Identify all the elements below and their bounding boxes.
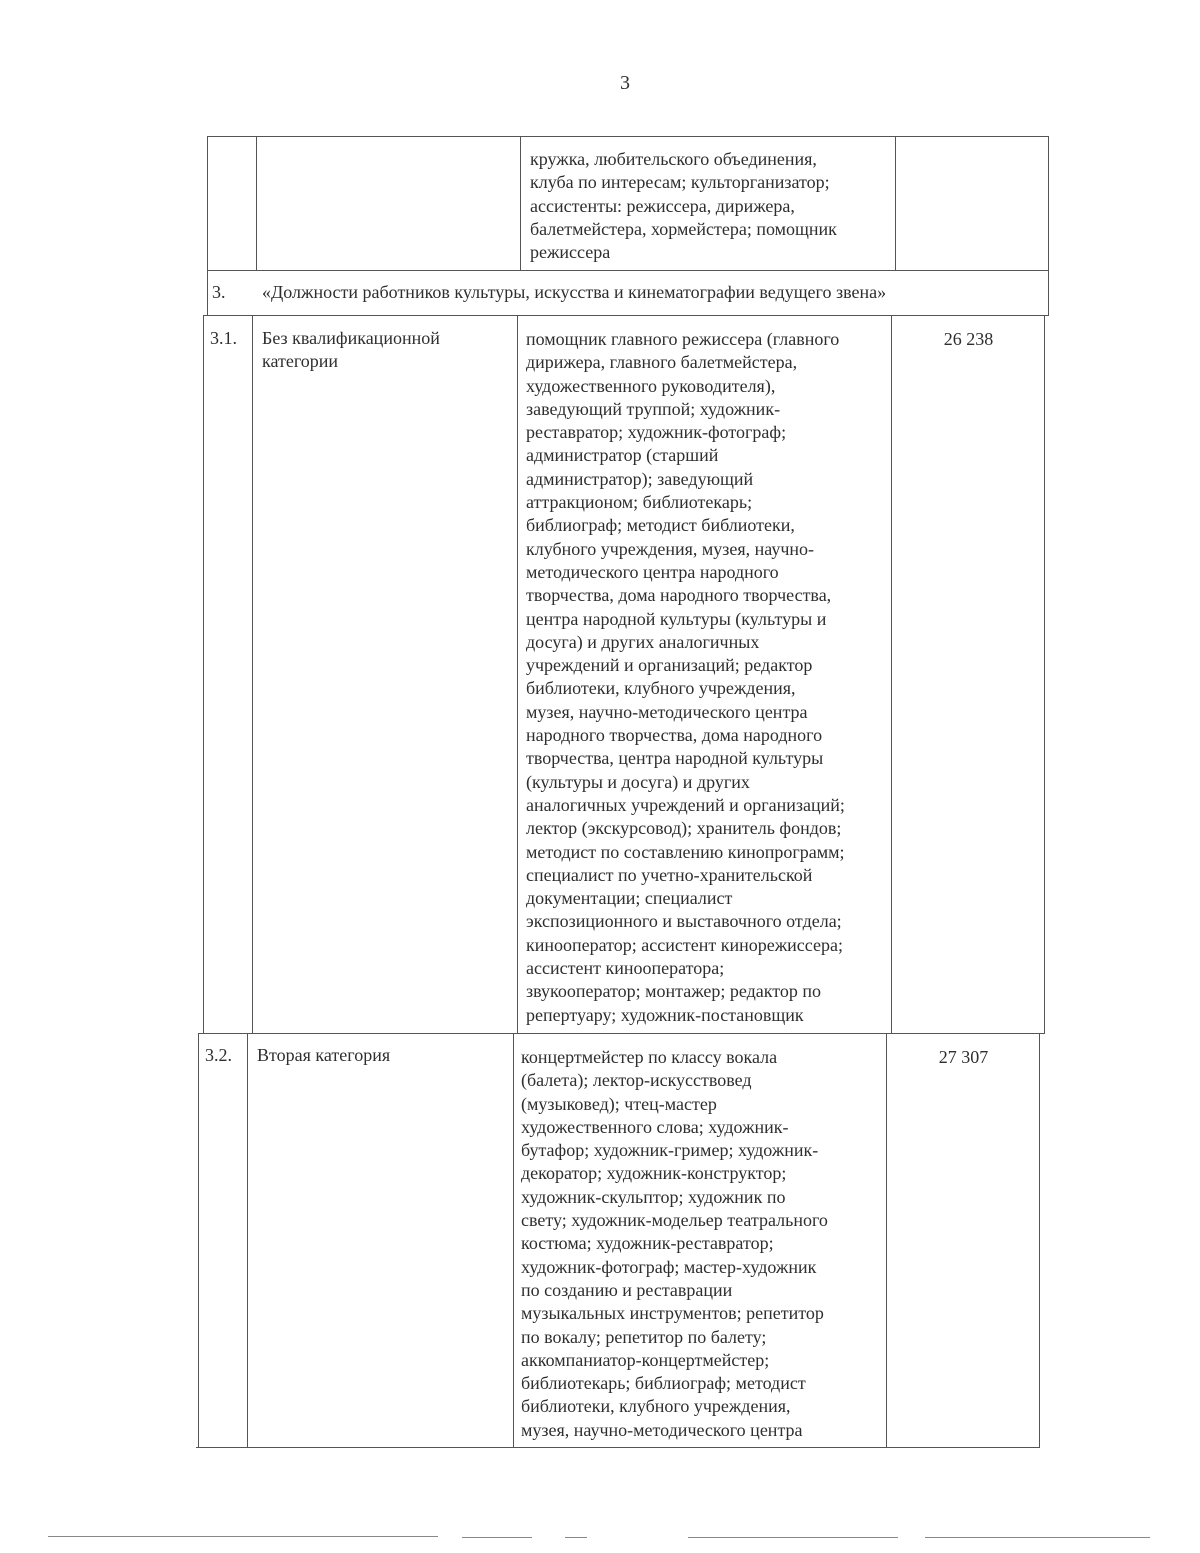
salary-amount: 26 238 [943, 329, 994, 349]
column-divider [886, 1033, 887, 1447]
column-divider [252, 315, 253, 1033]
table-border-right [1048, 136, 1049, 316]
row-divider [207, 270, 1049, 271]
row-divider [199, 1033, 1045, 1034]
section-title: «Должности работников культуры, искусства и кинематографии ведущего звена» [262, 282, 887, 302]
column-divider [247, 1033, 248, 1447]
positions-cell: помощник главного режиссера (главного дирижера, главного балетмейстера, художественного руководителя), заведующий труппой; художник- реставратор; художник-фотограф; администратор (старший администратор); заведующий аттракционом; библиотекарь; библиограф; методист библиотеки, клубного учреждения, музея, научно- методического центра народного творчества, дома народного творчества, центра народной культуры (культуры и досуга) и других аналогичных учреждений и организаций; редактор библиотеки, клубного учреждения, музея, научно-методического центра народного творчества, дома народного творчества, центра народной культуры (культуры и досуга) и других аналогичных учреждений и организаций; лектор (экскурсовод); хранитель фондов; методист по составлению кинопрограмм; специалист по учетно-хранительской документации; специалист экспозиционного и выставочного отдела; кинооператор; ассистент кинорежиссера; ассистент кинооператора; звукооператор; монтажер; редактор по репертуару; художник-постановщик [526, 329, 845, 1025]
section-number: 3. [212, 282, 226, 302]
column-divider [517, 315, 518, 1033]
page-number: 3 [620, 72, 630, 94]
table-border-left [198, 1033, 199, 1447]
table-border-left [203, 315, 204, 1033]
positions-cell: концертмейстер по классу вокала (балета); лектор-искусствовед (музыковед); чтец-мастер художественного слова; художник- бутафор; художник-гример; художник- декоратор; художник-конструктор; художник-скульптор; художник по свету; художник-модельер театрального костюма; художник-реставратор; художник-фотограф; мастер-художник по созданию и реставрации музыкальных инструментов; репетитор по вокалу; репетитор по балету; аккомпаниатор-концертмейстер; библиотекарь; библиограф; методист библиотеки, клубного учреждения, музея, научно-методического центра [521, 1047, 828, 1440]
category-cell: Вторая категория [257, 1045, 391, 1065]
row-number: 3.2. [205, 1045, 232, 1065]
row-number: 3.1. [210, 328, 237, 348]
table-border-right [1039, 1033, 1040, 1447]
scan-artifact-line [48, 1536, 438, 1537]
row-divider [203, 315, 1049, 316]
column-divider [513, 1033, 514, 1447]
table-border-left [207, 136, 208, 316]
scan-artifact-line [565, 1537, 587, 1538]
scan-artifact-line [462, 1537, 532, 1538]
table-border-top [207, 136, 1049, 137]
column-divider [256, 136, 257, 270]
table-border-bottom [196, 1447, 1040, 1448]
salary-amount: 27 307 [938, 1047, 989, 1067]
scan-artifact-line [925, 1537, 1150, 1538]
scan-artifact-line [688, 1537, 898, 1538]
positions-cell-continued: кружка, любительского объединения, клуба по интересам; культорганизатор; ассистенты: режиссера, дирижера, балетмейстера, хормейстера; помощник режиссера [530, 149, 837, 263]
category-cell: Без квалификационной категории [262, 328, 440, 372]
column-divider [891, 315, 892, 1033]
column-divider [520, 136, 521, 270]
column-divider [895, 136, 896, 270]
table-border-right [1044, 315, 1045, 1033]
